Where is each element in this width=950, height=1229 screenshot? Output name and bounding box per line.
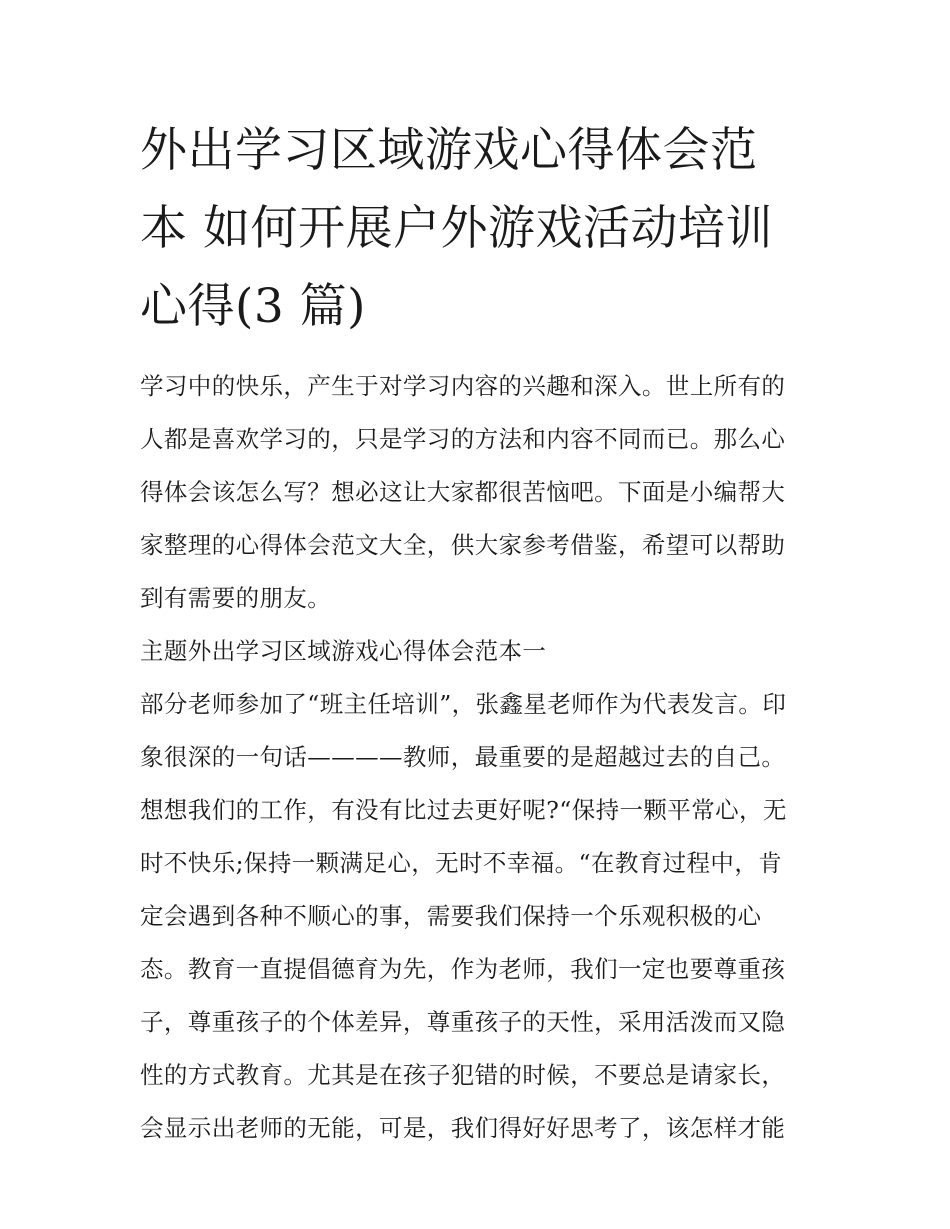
section-line: 子，尊重孩子的个体差异，尊重孩子的天性，采用活泼而又隐 [140,1008,786,1036]
title-line: 心得(3 篇) [140,279,367,334]
section-line: 时不快乐;保持一颗满足心，无时不幸福。“在教育过程中，肯 [140,849,783,877]
title-line: 本 如何开展户外游戏活动培训 [140,201,773,256]
section-line: 会显示出老师的无能，可是，我们得好好思考了，该怎样才能 [140,1114,786,1142]
intro-line: 人都是喜欢学习的，只是学习的方法和内容不同而已。那么心 [140,425,786,453]
section-paragraph [140,678,820,1155]
document-page [140,112,820,1155]
intro-line: 到有需要的朋友。 [140,584,332,612]
section-line: 态。教育一直提倡德育为先，作为老师，我们一定也要尊重孩 [140,955,786,983]
section-line: 象很深的一句话————教师，最重要的是超越过去的自己。 [140,743,786,771]
section-line: 部分老师参加了“班主任培训”，张鑫星老师作为代表发言。印 [140,690,787,718]
section-line: 想想我们的工作，有没有比过去更好呢?“保持一颗平常心，无 [140,796,787,824]
section-heading: 主题外出学习区域游戏心得体会范本一 [140,637,547,665]
intro-line: 家整理的心得体会范文大全，供大家参考借鉴，希望可以帮助 [140,531,786,559]
intro-paragraph [140,360,820,625]
document-title [140,112,820,346]
section-line: 性的方式教育。尤其是在孩子犯错的时候，不要总是请家长， [140,1061,786,1089]
title-line: 外出学习区域游戏心得体会范 [140,123,758,178]
intro-line: 得体会该怎么写？想必这让大家都很苦恼吧。下面是小编帮大 [140,478,786,506]
document-body [140,360,820,1155]
section-line: 定会遇到各种不顺心的事，需要我们保持一个乐观积极的心 [140,902,762,930]
intro-line: 学习中的快乐，产生于对学习内容的兴趣和深入。世上所有的 [140,372,786,400]
